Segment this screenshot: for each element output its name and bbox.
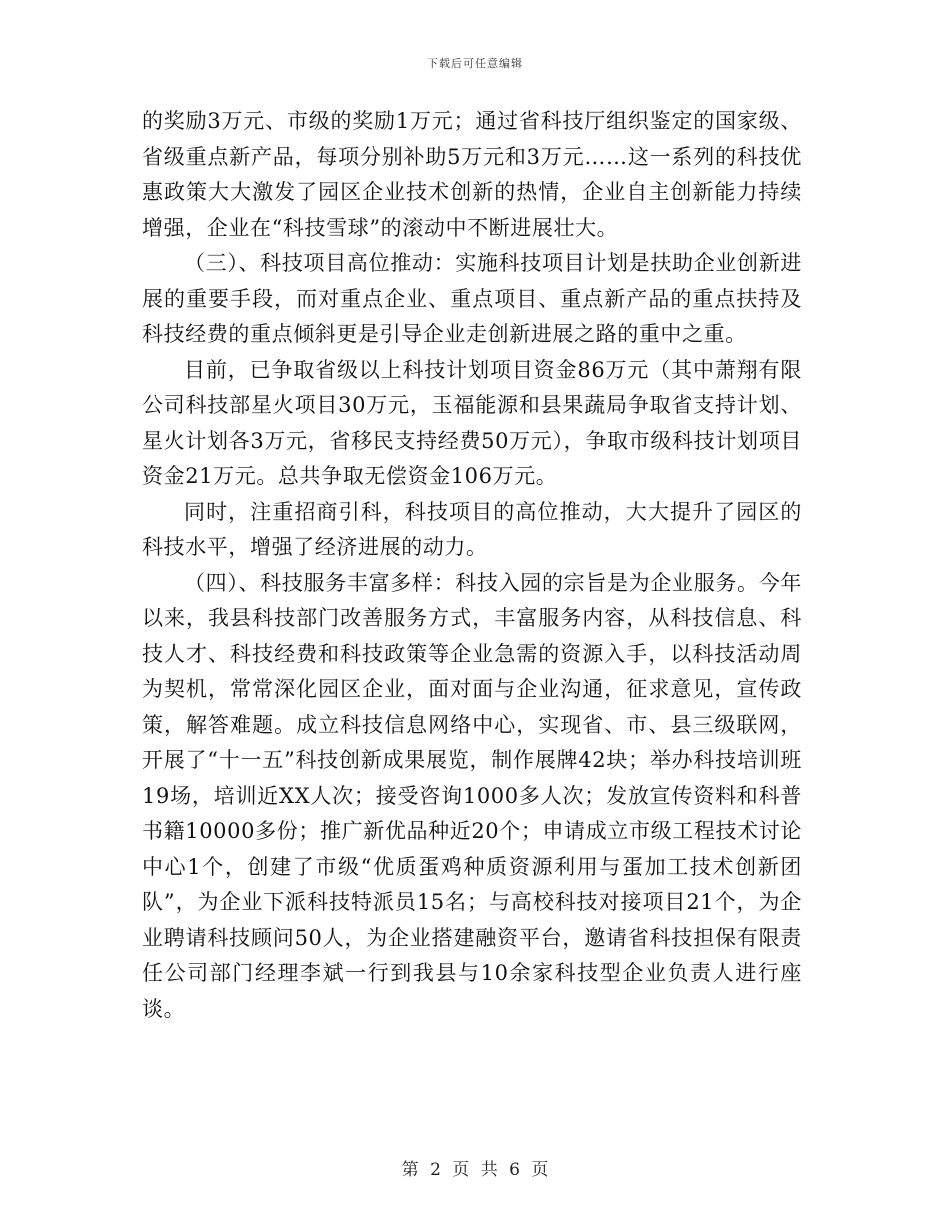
paragraph: （三）、科技项目高位推动：实施科技项目计划是扶助企业创新进展的重要手段，而对重点企业、重点项目、重点新产品的重点扶持及科技经费的重点倾斜更是引导企业走创新进展之路的重中之重。 [142,251,802,346]
page-header: 下载后可任意编辑 [427,57,523,70]
document-body [142,104,802,1027]
paragraph: 目前，已争取省级以上科技计划项目资金86万元（其中萧翔有限公司科技部星火项目30万元，玉福能源和县果蔬局争取省支持计划、星火计划各3万元，省移民支持经费50万元），争取市级科技计划项目资金21万元。总共争取无偿资金106万元。 [142,357,802,488]
page-number-footer: 第 2 页 共 6 页 [401,1160,549,1180]
paragraph: （四）、科技服务丰富多样：科技入园的宗旨是为企业服务。今年以来，我县科技部门改善服务方式，丰富服务内容，从科技信息、科技人才、科技经费和科技政策等企业急需的资源入手，以科技活动周为契机，常常深化园区企业，面对面与企业沟通，征求意见，宣传政策，解答难题。成立科技信息网络中心，实现省、市、县三级联网，开展了“十一五”科技创新成果展览，制作展牌42块；举办科技培训班19场，培训近XX人次；接受咨询1000多人次；发放宣传资料和科普书籍10000多份；推广新优品种近20个；申请成立市级工程技术讨论中心1个，创建了市级“优质蛋鸡种质资源利用与蛋加工技术创新团队”，为企业下派科技特派员15名；与高校科技对接项目21个，为企业聘请科技顾问50人，为企业搭建融资平台，邀请省科技担保有限责任公司部门经理李斌一行到我县与10余家科技型企业负责人进行座谈。 [142,570,802,1021]
paragraph: 的奖励3万元、市级的奖励1万元；通过省科技厅组织鉴定的国家级、省级重点新产品，每项分别补助5万元和3万元……这一系列的科技优惠政策大大激发了园区企业技术创新的热情，企业自主创新能力持续增强，企业在“科技雪球”的滚动中不断进展壮大。 [142,109,802,240]
paragraph: 同时，注重招商引科，科技项目的高位推动，大大提升了园区的科技水平，增强了经济进展的动力。 [142,499,802,559]
